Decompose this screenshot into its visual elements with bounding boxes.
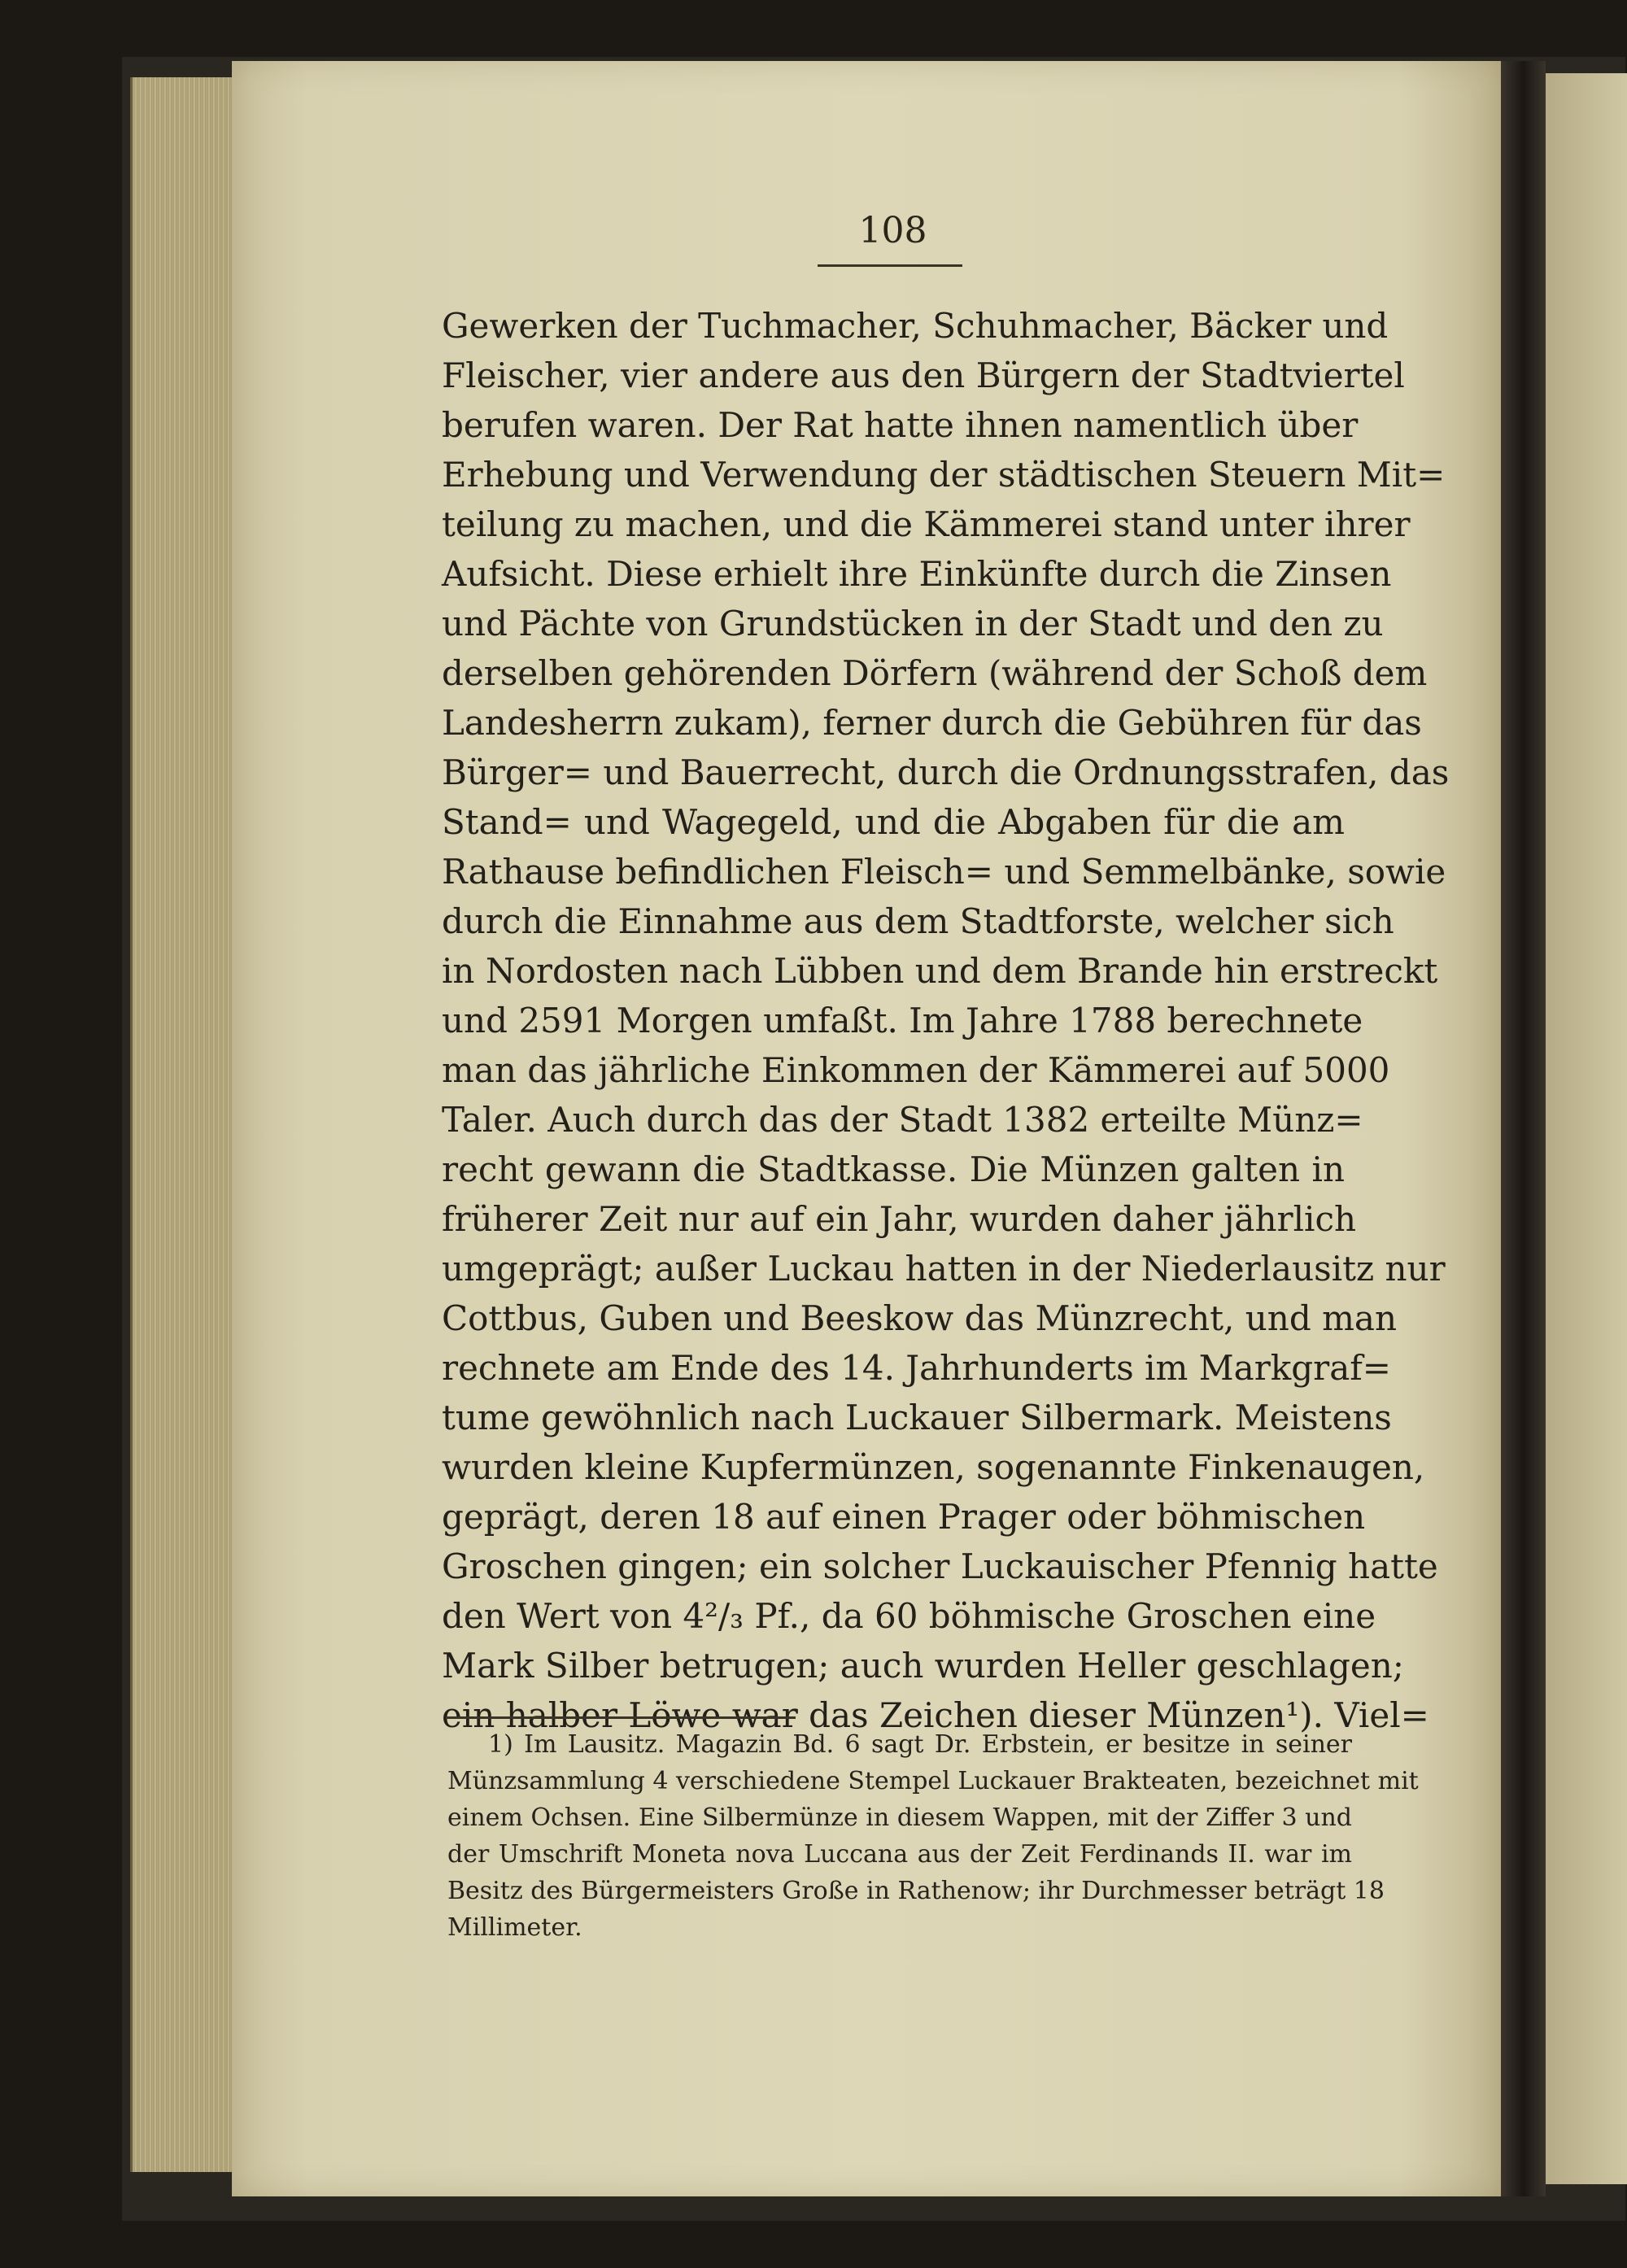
body-line: man das jährliche Einkommen der Kämmerei auf 5000 bbox=[442, 1050, 1390, 1090]
body-line: Mark Silber betrugen; auch wurden Heller geschlagen; bbox=[442, 1646, 1404, 1686]
body-line: in Nordosten nach Lübben und dem Brande hin erstreckt bbox=[442, 951, 1438, 991]
body-line: tume gewöhnlich nach Luckauer Silbermark. Meistens bbox=[442, 1398, 1392, 1437]
body-line: Rathause befindlichen Fleisch= und Semmelbänke, sowie bbox=[442, 852, 1446, 892]
book-gutter bbox=[1501, 61, 1546, 2196]
body-line: teilung zu machen, und die Kämmerei stand unter ihrer bbox=[442, 504, 1411, 544]
footnote-line: Millimeter. bbox=[447, 1913, 582, 1942]
footnote-line: Besitz des Bürgermeisters Große in Rathenow; ihr Durchmesser beträgt 18 bbox=[447, 1877, 1385, 1905]
body-line: durch die Einnahme aus dem Stadtforste, welcher sich bbox=[442, 901, 1394, 941]
body-line: Gewerken der Tuchmacher, Schuhmacher, Bäcker und bbox=[442, 306, 1389, 346]
footnote-line: 1) Im Lausitz. Magazin Bd. 6 sagt Dr. Erbstein, er besitze in seiner bbox=[488, 1730, 1352, 1759]
body-line: Landesherrn zukam), ferner durch die Gebühren für das bbox=[442, 703, 1422, 743]
body-line: Aufsicht. Diese erhielt ihre Einkünfte durch die Zinsen bbox=[442, 554, 1392, 594]
body-line: derselben gehörenden Dörfern (während der Schoß dem bbox=[442, 653, 1428, 693]
footnote-rule bbox=[446, 1716, 796, 1719]
footnote-line: einem Ochsen. Eine Silbermünze in diesem Wappen, mit der Ziffer 3 und bbox=[447, 1803, 1352, 1832]
body-line: früherer Zeit nur auf ein Jahr, wurden daher jährlich bbox=[442, 1199, 1357, 1239]
body-line: berufen waren. Der Rat hatte ihnen namentlich über bbox=[442, 405, 1359, 445]
body-line: wurden kleine Kupfermünzen, sogenannte Finkenaugen, bbox=[442, 1447, 1425, 1487]
footnotes bbox=[447, 1726, 1419, 1946]
page-number: 108 bbox=[858, 210, 927, 251]
body-line: ein halber Löwe war das Zeichen dieser Münzen¹). Viel= bbox=[442, 1695, 1429, 1735]
body-line: Stand= und Wagegeld, und die Abgaben für die am bbox=[442, 802, 1345, 842]
body-line: recht gewann die Stadtkasse. Die Münzen galten in bbox=[442, 1149, 1345, 1189]
body-line: Taler. Auch durch das der Stadt 1382 erteilte Münz= bbox=[442, 1100, 1363, 1140]
body-line: Cottbus, Guben und Beeskow das Münzrecht, und man bbox=[442, 1298, 1398, 1338]
body-line: Bürger= und Bauerrecht, durch die Ordnungsstrafen, das bbox=[442, 752, 1450, 792]
footnote-line: der Umschrift Moneta nova Luccana aus der Zeit Ferdinands II. war im bbox=[447, 1840, 1352, 1869]
body-line: den Wert von 4²/₃ Pf., da 60 böhmische Groschen eine bbox=[442, 1596, 1376, 1636]
body-line: rechnete am Ende des 14. Jahrhunderts im Markgraf= bbox=[442, 1348, 1391, 1388]
body-text bbox=[442, 301, 1450, 1740]
body-line: Groschen gingen; ein solcher Luckauischer Pfennig hatte bbox=[442, 1546, 1438, 1586]
footnote-line: Münzsammlung 4 verschiedene Stempel Luckauer Brakteaten, bezeichnet mit bbox=[447, 1767, 1419, 1795]
body-line: Fleischer, vier andere aus den Bürgern der Stadtviertel bbox=[442, 355, 1405, 395]
body-line: geprägt, deren 18 auf einen Prager oder böhmischen bbox=[442, 1497, 1366, 1537]
page-edges bbox=[130, 77, 234, 2172]
body-line: und 2591 Morgen umfaßt. Im Jahre 1788 berechnete bbox=[442, 1001, 1363, 1040]
body-line: umgeprägt; außer Luckau hatten in der Niederlausitz nur bbox=[442, 1249, 1446, 1289]
header-rule bbox=[818, 264, 962, 267]
body-line: und Pächte von Grundstücken in der Stadt und den zu bbox=[442, 604, 1384, 643]
facing-page-edge bbox=[1546, 73, 1627, 2184]
body-line: Erhebung und Verwendung der städtischen Steuern Mit= bbox=[442, 455, 1446, 495]
